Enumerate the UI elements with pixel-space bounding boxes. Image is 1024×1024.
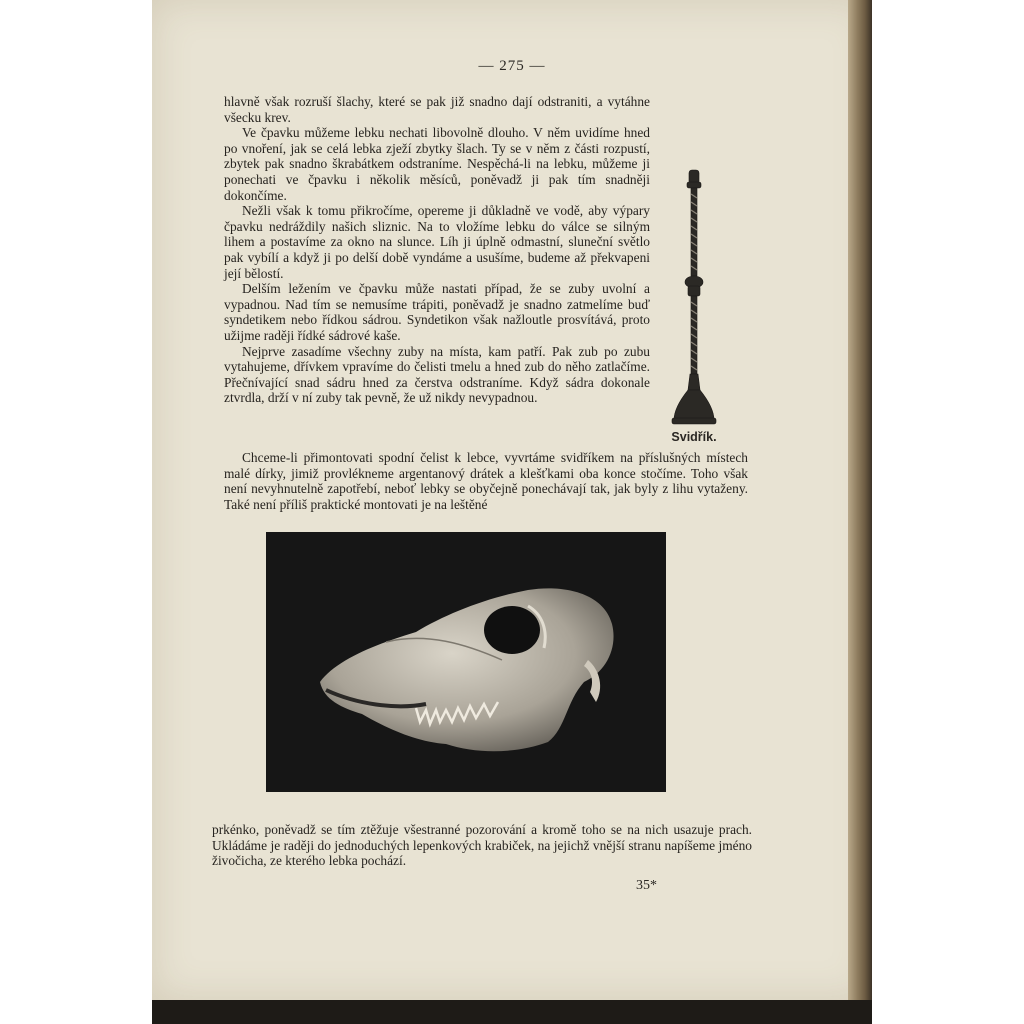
drill-illustration — [664, 168, 724, 428]
book-page — [152, 0, 872, 1000]
page-number: — 275 — — [478, 58, 546, 74]
body-text-wide — [224, 450, 748, 512]
book-bottom-edge — [152, 1000, 872, 1024]
body-text-lower — [212, 822, 752, 869]
paragraph-4: Delším ležením ve čpavku může nastati případ, že se zuby uvolní a vypadnou. Nad tím se nemusíme trápiti, poněvadž je snadno zatmelíme buď syndetikem nebo řídkou sádrou. Syndetikon však nažloutle prosvítává, proto užijme raději řídké sádrové kaše. — [224, 281, 650, 343]
skull-photograph — [266, 532, 666, 792]
background-left — [0, 0, 152, 1024]
paragraph-6: Chceme-li přimontovati spodní čelist k lebce, vyvrtáme svidříkem na příslušných místech malé dírky, jimiž provlékneme argentanový drátek a klešťkami oba konce stočíme. Toho však není nevyhnutelně zapotřebí, neboť lebky se obyčejně ponechávají tak, jak byly z lihu vytaženy. Také není příliš praktické montovati je na leštěné — [224, 450, 748, 512]
body-text-upper — [224, 94, 650, 406]
drill-caption: Svidřík. — [671, 430, 717, 444]
paragraph-1: hlavně však rozruší šlachy, které se pak již snadno dají odstraniti, a vytáhne všecku krev. — [224, 94, 650, 125]
paragraph-7: prkénko, poněvadž se tím ztěžuje všestranné pozorování a kromě toho se na nich usazuje prach. Ukládáme je raději do jednoduchých lepenkových krabiček, na jejichž vnější stranu napíšeme jméno živočicha, ze kterého lebka pochází. — [212, 822, 752, 869]
page-edge — [848, 0, 872, 1000]
paragraph-3: Nežli však k tomu přikročíme, opereme ji důkladně ve vodě, aby výpary čpavku nedráždily našich sliznic. Na to vložíme lebku do válce se silným lihem a postavíme za okno na slunce. Líh ji úplně odmastní, sluneční světlo pak vybílí a když ji po delší době vyndáme a usušíme, budeme až překvapeni její bělostí. — [224, 203, 650, 281]
background-right — [872, 0, 1024, 1024]
folio-mark: 35* — [636, 878, 657, 893]
paragraph-5: Nejprve zasadíme všechny zuby na místa, kam patří. Pak zub po zubu vytahujeme, dřívkem vpravíme do čelisti tmelu a hned zub do něho zatlačíme. Přečnívající snad sádru hned za čerstva odstraníme. Když sádra dokonale ztvrdla, drží v ní zuby tak pevně, že už nikdy nevypadnou. — [224, 343, 650, 406]
paragraph-2: Ve čpavku můžeme lebku nechati libovolně dlouho. V něm uvidíme hned po vnoření, jak se celá lebka zježí zbytky šlach. Ty se v něm z části rozpustí, zbytek pak snadno škrabátkem odstraníme. Nespěchá-li na lebku, můžeme ji ponechati ve čpavku i několik měsíců, poněvadž ji pak tím snadněji dokončíme. — [224, 125, 650, 203]
